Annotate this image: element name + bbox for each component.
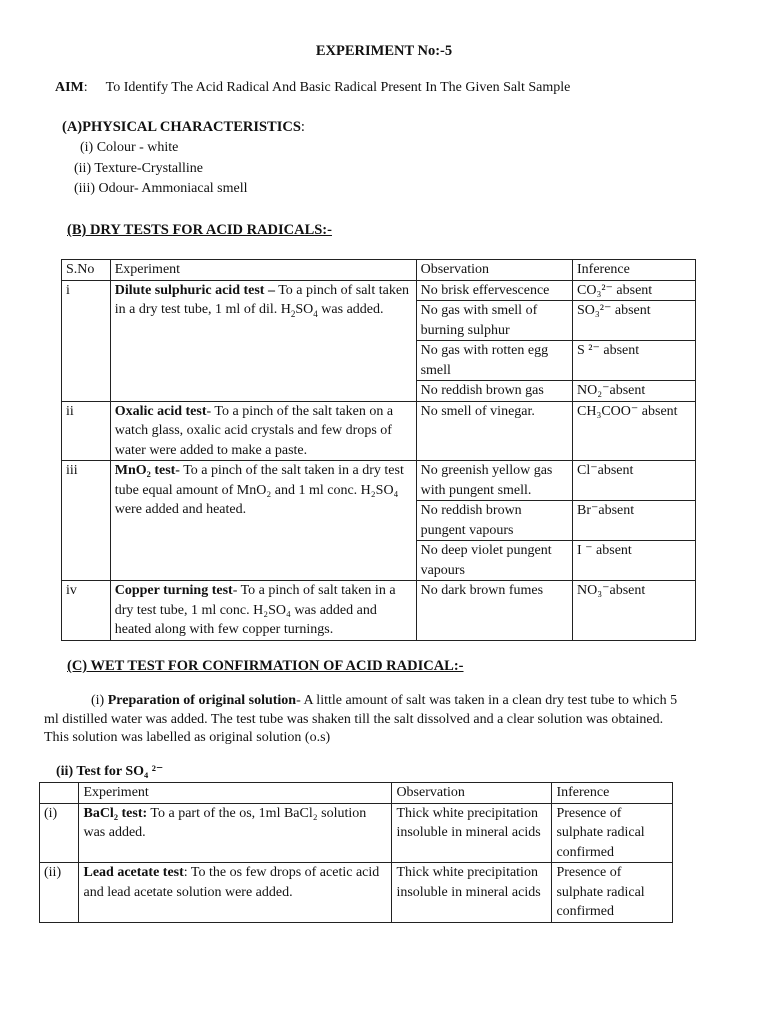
- inference-cell: I ⁻ absent: [573, 541, 696, 581]
- observation-cell: Thick white precipitation insoluble in mineral acids: [392, 803, 552, 863]
- inference-cell: CH₃COO⁻ absent: [573, 401, 696, 461]
- sulphate-test-heading: (ii) Test for SO₄ ²⁻: [56, 764, 164, 779]
- preparation-paragraph: (i) Preparation of original solution- A little amount of salt was taken in a clean dry test tube to which 5 ml distilled water was added. The test tube was shaken till the salt dissolved and a clear solution was obtained. This solution was labelled as original solution (o.s): [44, 693, 678, 745]
- row-number: iii: [62, 461, 111, 581]
- aim-label: AIM: [55, 80, 84, 95]
- dry-tests-table: [61, 259, 696, 641]
- observation-cell: No deep violet pungent vapours: [416, 541, 572, 581]
- observation-cell: No reddish brown pungent vapours: [416, 501, 572, 541]
- row-number: ii: [62, 401, 111, 461]
- inference-cell: Br⁻absent: [573, 501, 696, 541]
- header-cell: Inference: [552, 783, 673, 804]
- row-number: (i): [40, 803, 79, 863]
- header-cell: Inference: [573, 260, 696, 281]
- table-row: [40, 803, 673, 863]
- header-cell: Experiment: [110, 260, 416, 281]
- row-number: iv: [62, 581, 111, 641]
- observation-cell: No gas with smell of burning sulphur: [416, 301, 572, 341]
- observation-cell: No dark brown fumes: [416, 581, 572, 641]
- inference-cell: NO₃⁻absent: [573, 581, 696, 641]
- table-row: [62, 461, 696, 501]
- inference-cell: CO₃²⁻ absent: [573, 280, 696, 301]
- physical-item: (iii) Odour- Ammoniacal smell: [74, 181, 248, 196]
- observation-cell: Thick white precipitation insoluble in mineral acids: [392, 863, 552, 923]
- row-number: i: [62, 280, 111, 401]
- header-cell: Observation: [392, 783, 552, 804]
- physical-item: (ii) Texture-Crystalline: [74, 160, 204, 176]
- inference-cell: NO₂⁻absent: [573, 381, 696, 402]
- table-row: [62, 401, 696, 461]
- dry-tests-heading: (B) DRY TESTS FOR ACID RADICALS:-: [67, 222, 332, 238]
- observation-cell: No smell of vinegar.: [416, 401, 572, 461]
- aim-line: AIM: To Identify The Acid Radical And Basic Radical Present In The Given Salt Sample: [55, 80, 571, 95]
- physical-item: (i) Colour - white: [80, 140, 179, 155]
- aim-text: To Identify The Acid Radical And Basic Radical Present In The Given Salt Sample: [105, 80, 571, 95]
- inference-cell: S ²⁻ absent: [573, 341, 696, 381]
- physical-list: [74, 138, 248, 200]
- row-number: (ii): [40, 863, 79, 923]
- table-header-row: [40, 783, 673, 804]
- observation-cell: No greenish yellow gas with pungent smell.: [416, 461, 572, 501]
- table-row: [62, 280, 696, 301]
- page-title: EXPERIMENT No:-5: [315, 43, 453, 59]
- table-row: [62, 581, 696, 641]
- experiment-cell: BaCl₂ test: To a part of the os, 1ml BaCl₂ solution was added.: [79, 803, 392, 863]
- physical-heading: (A)PHYSICAL CHARACTERISTICS:: [62, 119, 305, 135]
- table-header-row: [62, 260, 696, 281]
- experiment-cell: Dilute sulphuric acid test – To a pinch of salt taken in a dry test tube, 1 ml of dil. $H_2SO_4$ was added.: [110, 280, 416, 401]
- inference-cell: SO₃²⁻ absent: [573, 301, 696, 341]
- header-cell: Observation: [416, 260, 572, 281]
- observation-cell: No brisk effervescence: [416, 280, 572, 301]
- experiment-cell: Copper turning test- To a pinch of salt taken in a dry test tube, 1 ml conc. H₂SO₄ was added and heated along with few copper turnings.: [110, 581, 416, 641]
- inference-cell: Presence of sulphate radical confirmed: [552, 863, 673, 923]
- inference-cell: Cl⁻absent: [573, 461, 696, 501]
- inference-cell: Presence of sulphate radical confirmed: [552, 803, 673, 863]
- header-cell: [40, 783, 79, 804]
- observation-cell: No reddish brown gas: [416, 381, 572, 402]
- observation-cell: No gas with rotten egg smell: [416, 341, 572, 381]
- experiment-cell: Lead acetate test: To the os few drops of acetic acid and lead acetate solution were added.: [79, 863, 392, 923]
- experiment-cell: MnO₂ test- To a pinch of the salt taken in a dry test tube equal amount of MnO₂ and 1 ml conc. H₂SO₄ were added and heated.: [110, 461, 416, 581]
- table-row: [40, 863, 673, 923]
- header-cell: Experiment: [79, 783, 392, 804]
- wet-test-heading: (C) WET TEST FOR CONFIRMATION OF ACID RADICAL:-: [67, 658, 464, 674]
- experiment-cell: Oxalic acid test- To a pinch of the salt taken on a watch glass, oxalic acid crystals and few drops of water were added to make a paste.: [110, 401, 416, 461]
- sulphate-test-table: [39, 782, 673, 923]
- header-cell: S.No: [62, 260, 111, 281]
